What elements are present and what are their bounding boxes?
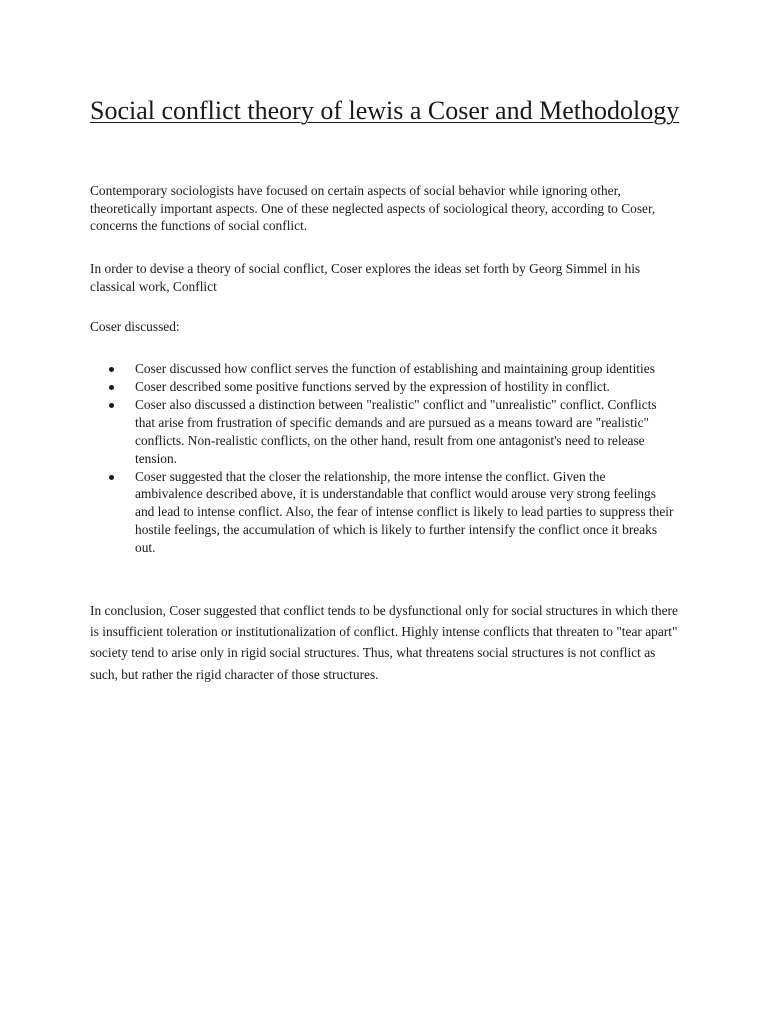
document-title: Social conflict theory of lewis a Coser and Methodology <box>90 96 680 125</box>
bullet-item <box>106 378 674 396</box>
bullet-item <box>106 468 674 557</box>
bullet-icon <box>109 385 114 390</box>
bullet-item <box>106 360 674 378</box>
bullet-text: Coser discussed how conflict serves the function of establishing and maintaining group identities <box>135 361 655 376</box>
bullet-icon <box>109 367 114 372</box>
bullet-text: Coser suggested that the closer the relationship, the more intense the conflict. Given the ambivalence described above, it is understandable that conflict would arouse very strong feelings and lead to intense conflict. Also, the fear of intense conflict is likely to lead parties to suppress their hostile feelings, the accumulation of which is likely to further intensify the conflict once it breaks out. <box>135 468 674 555</box>
paragraph-simmel: In order to devise a theory of social conflict, Coser explores the ideas set forth by Georg Simmel in his classical work, Conflict <box>90 261 641 294</box>
bullet-text: Coser also discussed a distinction between "realistic" conflict and "unrealistic" conflict. Conflicts that arise from frustration of specific demands and are pursued as a means toward are "realistic" conflicts. Non-realistic conflicts, on the other hand, result from one antagonist's need to release tension. <box>135 397 657 466</box>
bullet-text: Coser described some positive functions served by the expression of hostility in conflict. <box>135 379 610 395</box>
bullet-list <box>106 360 674 557</box>
paragraph-conclusion: In conclusion, Coser suggested that conflict tends to be dysfunctional only for social structures in which there is insufficient toleration or institutionalization of conflict. Highly intense conflicts that threaten to "tear apart" society tend to arise only in rigid social structures. Thus, what threatens social structures is not conflict as such, but rather the rigid character of those structures. <box>90 603 678 682</box>
bullet-icon <box>109 475 114 480</box>
bullet-item <box>106 396 674 467</box>
paragraph-coser-discussed: Coser discussed: <box>90 319 180 334</box>
paragraph-intro: Contemporary sociologists have focused on certain aspects of social behavior while ignoring other, theoretically important aspects. One of these neglected aspects of sociological theory, according to Coser, concerns the functions of social conflict. <box>90 183 656 233</box>
bullet-icon <box>109 403 114 408</box>
